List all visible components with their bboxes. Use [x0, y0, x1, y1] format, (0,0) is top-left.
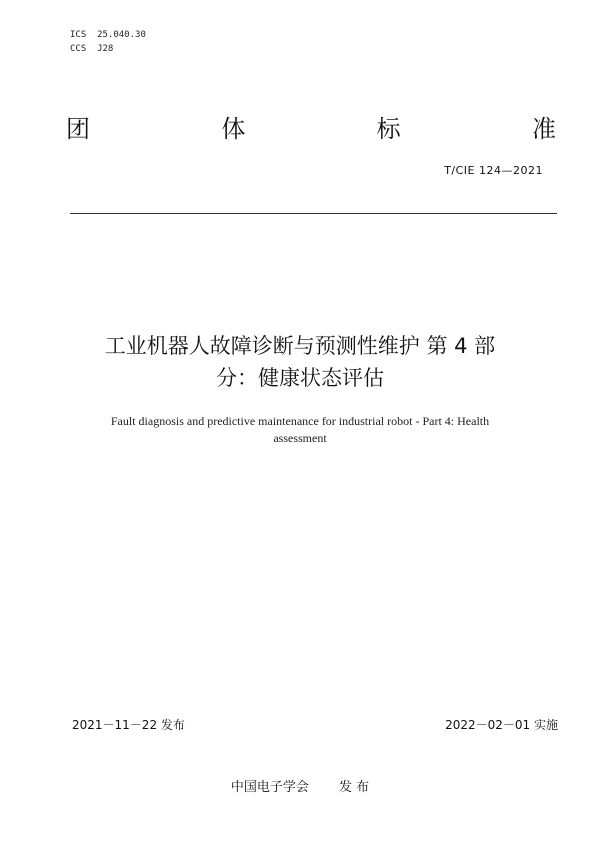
heading-char-4: 准	[531, 115, 556, 143]
english-title-line-2: assessment	[273, 431, 327, 445]
classification-codes	[70, 28, 146, 56]
publish-action: 发 布	[338, 780, 370, 795]
heading-char-3: 标	[376, 115, 401, 143]
chinese-title	[60, 330, 540, 394]
heading-char-2: 体	[221, 115, 246, 143]
ics-code: ICS 25.040.30	[70, 30, 146, 40]
english-title	[60, 413, 540, 447]
chinese-title-line-1: 工业机器人故障诊断与预测性维护 第 4 部	[104, 334, 496, 358]
publisher-line	[0, 776, 600, 795]
heading-char-1: 团	[66, 115, 90, 143]
english-title-line-1: Fault diagnosis and predictive maintenance for industrial robot - Part 4: Health	[110, 414, 490, 428]
issue-date: 2021－11－22 发布	[72, 718, 185, 732]
ccs-code: CCS J28	[70, 44, 114, 54]
group-standard-heading	[66, 112, 556, 146]
header-divider	[70, 213, 557, 214]
standard-number: T/CIE 124—2021	[444, 164, 543, 177]
implementation-date: 2022－02－01 实施	[445, 718, 558, 732]
publisher-name: 中国电子学会	[230, 780, 309, 795]
chinese-title-line-2: 分：健康状态评估	[216, 366, 384, 390]
